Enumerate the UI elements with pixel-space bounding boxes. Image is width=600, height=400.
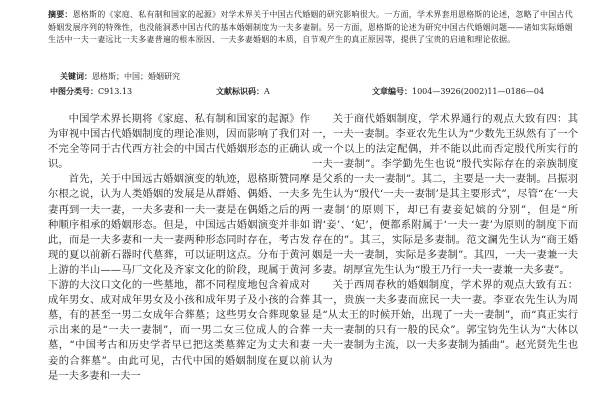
right-column xyxy=(312,112,578,369)
keywords-label: 关键词： xyxy=(60,71,92,81)
article-number xyxy=(372,85,544,98)
classification-value: C913.13 xyxy=(98,87,133,96)
document-code-label: 文献标识码： xyxy=(216,86,264,96)
abstract-block xyxy=(48,8,576,47)
keywords-block xyxy=(60,71,560,82)
abstract-text: 恩格斯的《家庭、私有制和国家的起源》对学术界关于中国古代婚姻的研究影响很大。一方面，学术界套用恩格斯的论述，忽略了中国古代婚姻发展序列的特殊性，也没能洞悉中国古代的基本婚姻制度为一夫多妻制。另一方面，恩格斯的论述为研究中国古代婚姻问题——诸如实际婚姻生活中一夫一妻远比一夫多妻普遍的根本原因、一夫多妻婚姻的本质，自节观产生的真正原因等，提供了宝贵的启迪和理论依据。 xyxy=(48,10,573,44)
body-paragraph: 关于商代婚姻制度，学术界通行的观点大致有四：其一，一夫一妻制。李亚农先生认为“少数先王纵然有了一个或一个以上的法定配偶，并不能以此而否定殷代所实行的一夫一妻制”。李学勤先生也说“殷代实际存在的亲族制度是父系的一夫一妻制”。其二，主要是一夫一妻制。吕振羽先生认为“殷代‘一夫一妻制’是其主要形式”，尽管“在‘一夫一妻制’的原则下，却已有妻妾妃嫔的分别”，但是“所谓‘妾’、‘妃’，便都系附属于‘一夫一妻’为原则的制度下而存在的”。其三，实际是多妻制。范文澜先生认为“商王婚姻是一夫一妻制，实际是多妻制”。其四，一夫一妻兼一夫多妻。胡厚宣先生认为“殷王乃行一夫一妻兼一夫多妻”。 xyxy=(312,113,578,276)
classification-number xyxy=(50,85,132,98)
classification-label: 中图分类号： xyxy=(50,86,98,96)
document-code-value: A xyxy=(264,87,270,96)
body-paragraph: 关于西周春秋的婚姻制度，学术界的观点大致有五：其一，贵族一夫多妻而庶民一夫一妻。李亚农先生认为周是“从太王的时候开始，出现了一夫一妻制”，而“真正实行一夫一妻制的只有一般的民众”。郭宝钧先生认为“大体以一夫一妻制为主流，以一夫多妻制为插曲”。赵光贤先生也认为 xyxy=(312,279,578,367)
body-paragraph: 首先，关于中国远古婚姻演变的轨迹，恩格斯赞同摩尔根之说，认为人类婚姻的发展是从群婚、偶婚、一夫多妻再到一夫一妻，一夫多妻和一夫一妻是在偶婚之后的两种顺序相承的婚姻形态。但是，中国远古婚姻演变并非如此，而是一夫多妻和一夫一妻两种形态同时存在，考古发现的夏以前新石器时代墓葬，可以证明这点。分布于黄河上游的半山——马厂文化及齐家文化的阶段，现属于黄河下游的大汶口文化的一些墓地，都不同程度地包含着成对成年男女、成对成年男女及小孩和成年男子及小孩的合葬墓，有的甚至一男二女成年合葬墓；这些男女合葬现象显示出来的是“一夫一妻制”，而一男二女三位成人的合葬墓，“中国考古和历史学者早已把这类墓葬定为丈夫和妻妾的合葬墓”。由此可见，古代中国的婚姻制度在夏以前是一夫多妻和一夫一 xyxy=(48,173,310,382)
keywords-text: 恩格斯；中国；婚姻研究 xyxy=(92,72,180,81)
article-number-value: 1004—3926(2002)11—0186—04 xyxy=(412,87,545,96)
article-number-label: 文章编号： xyxy=(372,86,412,96)
article-meta-row xyxy=(48,85,588,97)
left-column xyxy=(48,112,310,384)
abstract-label: 摘要： xyxy=(48,9,73,19)
document-code xyxy=(216,85,270,98)
body-paragraph: 中国学术界长期将《家庭、私有制和国家的起源》作为审视中国古代婚姻制度的理论准则，因而影响了我们对不完全等同于古代西方社会的中国古代婚姻形态的正确认识。 xyxy=(48,113,310,171)
